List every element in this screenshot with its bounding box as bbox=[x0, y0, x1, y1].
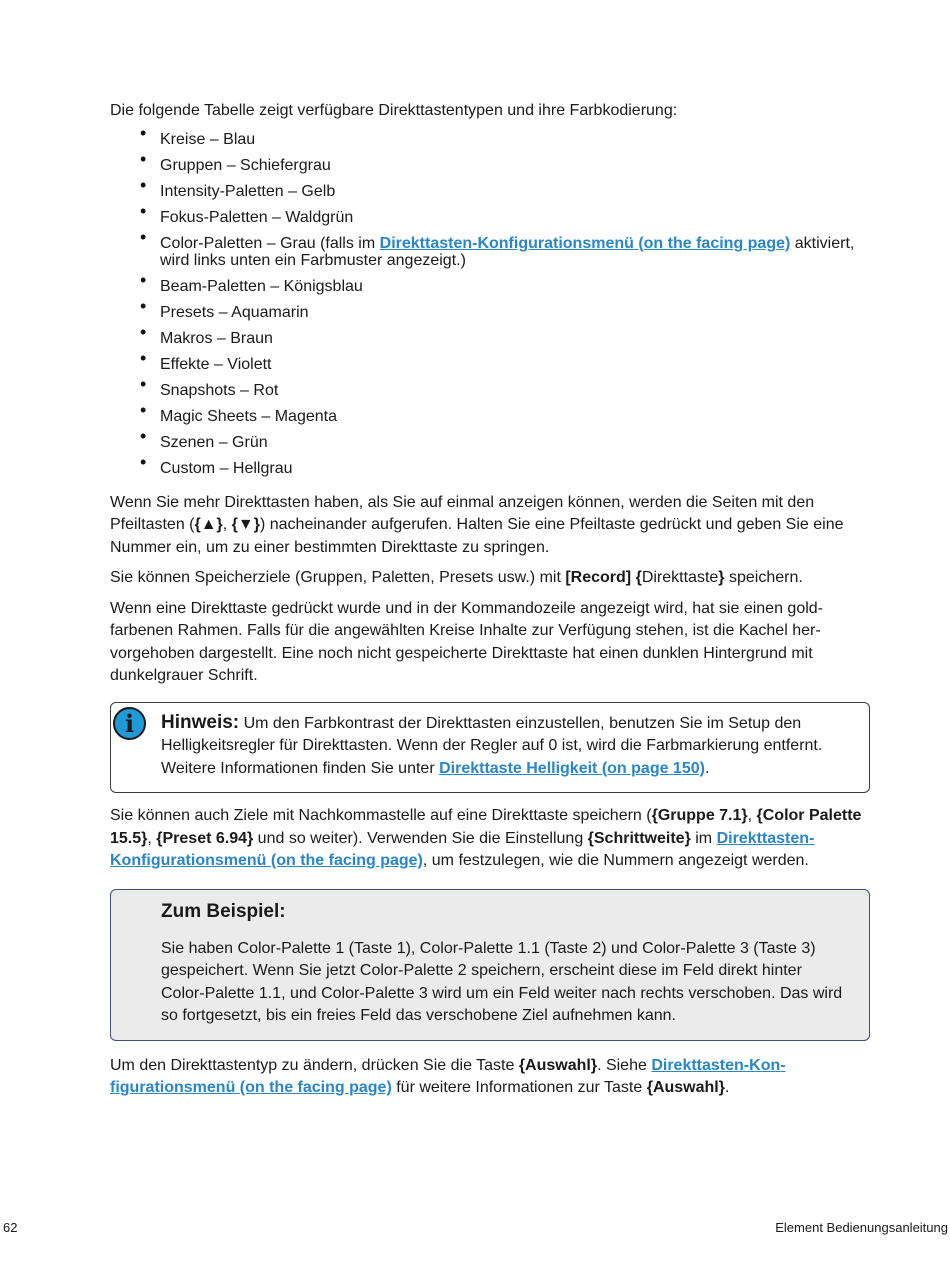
text: Direkttaste bbox=[641, 569, 719, 586]
text: Sie können auch Ziele mit Nachkommastelle auf eine Direkttaste speichern ( bbox=[110, 807, 652, 824]
example-title: Zum Beispiel: bbox=[161, 900, 286, 922]
text: Um den Direkttastentyp zu ändern, drücken Sie die Taste bbox=[110, 1056, 519, 1074]
link-config-menu[interactable]: Direkttasten-Konfigurationsmenü (on the facing page) bbox=[110, 829, 815, 869]
key-up: {▲} bbox=[194, 516, 223, 533]
list-item: • Custom – Hellgrau bbox=[160, 456, 870, 482]
text: Um den Farbkontrast der Direkttasten einzustellen, benutzen Sie im Setup den Helligkeitsregler für Direkttasten. Wenn der Regler auf 0 ist, wird die Farbmarkierung entfernt. Weitere Informationen finden Sie unter bbox=[161, 714, 823, 777]
info-icon: i bbox=[113, 707, 146, 740]
paragraph-frame: Wenn eine Direkttaste gedrückt wurde und in der Kommandozeile angezeigt wird, hat sie einen goldfarbenen Rahmen. Falls für die angewählten Kreise Inhalte zur Verfügung stehen, ist die Kachel hervorgehoben dargestellt. Eine noch nicht gespeicherte Direkttaste hat einen dunklen Hintergrund mit dunkelgrauer Schrift. bbox=[110, 599, 823, 684]
page-number: 62 bbox=[3, 1220, 18, 1235]
text: , um festzulegen, wie die Nummern angezeigt werden. bbox=[422, 852, 809, 869]
list-item: • Magic Sheets – Magenta bbox=[160, 404, 870, 430]
key-down: {▼} bbox=[231, 516, 260, 533]
list-item: • Szenen – Grün bbox=[160, 430, 870, 456]
list-item-color-palette bbox=[160, 231, 870, 274]
text: , bbox=[147, 829, 157, 847]
text: und so weiter). Verwenden Sie die Einstellung bbox=[253, 829, 588, 847]
key-step: {Schrittweite} bbox=[587, 829, 691, 847]
link-brightness[interactable]: Direkttaste Helligkeit (on page 150) bbox=[439, 759, 705, 777]
text: für weitere Informationen zur Taste bbox=[391, 1079, 647, 1096]
paragraph-decimal bbox=[110, 805, 870, 873]
list-item: • Snapshots – Rot bbox=[160, 378, 870, 404]
key-select: {Auswahl} bbox=[646, 1079, 725, 1096]
paragraph-select bbox=[110, 1055, 870, 1100]
text: speichern. bbox=[724, 569, 803, 586]
list-item: • Beam-Paletten – Königsblau bbox=[160, 274, 870, 300]
key-group: {Gruppe 7.1} bbox=[651, 807, 748, 824]
intro-text: Die folgende Tabelle zeigt verfügbare Direkttastentypen und ihre Farbkodierung: bbox=[110, 102, 678, 119]
note-title: Hinweis: bbox=[161, 711, 240, 733]
key-color-palette: {Color Palette 15.5} bbox=[110, 807, 862, 847]
color-item-post: aktiviert, wird links unten ein Farbmuster angezeigt.) bbox=[160, 234, 855, 269]
link-config-menu[interactable]: Direkttasten-Konfigurationsmenü (on the facing page) bbox=[379, 234, 791, 252]
text: . Siehe bbox=[597, 1056, 652, 1074]
brace: } bbox=[718, 569, 725, 586]
paragraph-record bbox=[110, 567, 870, 590]
list-item: • Intensity-Paletten – Gelb bbox=[160, 179, 870, 205]
list-item: • Makros – Braun bbox=[160, 326, 870, 352]
text: Sie können Speicherziele (Gruppen, Paletten, Presets usw.) mit bbox=[110, 569, 566, 586]
text: Wenn Sie mehr Direkttasten haben, als Sie auf einmal anzeigen können, werden die Seiten mit den Pfeiltasten ( bbox=[110, 493, 815, 533]
text: im bbox=[690, 829, 717, 847]
page-content bbox=[110, 100, 870, 1108]
key-record: [Record] bbox=[565, 569, 632, 586]
list-item: • Fokus-Paletten – Waldgrün bbox=[160, 205, 870, 231]
note-text bbox=[161, 712, 845, 781]
note-box bbox=[110, 702, 870, 794]
text: . bbox=[704, 759, 710, 777]
paragraph-page-keys bbox=[110, 492, 870, 560]
text: , bbox=[222, 516, 232, 533]
example-box bbox=[110, 889, 870, 1041]
manual-title: Element Bedienungsanleitung bbox=[775, 1220, 948, 1235]
key-preset: {Preset 6.94} bbox=[156, 829, 254, 847]
list-item: • Presets – Aquamarin bbox=[160, 300, 870, 326]
key-select: {Auswahl} bbox=[518, 1056, 598, 1074]
link-config-menu[interactable]: Direkttasten-Konfigurationsmenü (on the facing page) bbox=[110, 1056, 786, 1096]
list-item: • Effekte – Violett bbox=[160, 352, 870, 378]
text: ) nacheinander aufgerufen. Halten Sie eine Pfeiltaste gedrückt und geben Sie eine Nummer ein, um zu einer bestimmten Direkttaste zu springen. bbox=[110, 516, 844, 556]
example-text: Sie haben Color-Palette 1 (Taste 1), Color-Palette 1.1 (Taste 2) und Color-Palette 3 (Taste 3) gespeichert. Wenn Sie jetzt Color-Palette 2 speichern, erscheint diese im Feld direkt hinter Color-Palette 1.1, und Color-Palette 3 wird um ein Feld weiter nach rechts verschoben. Das wird so fortgesetzt, bis ein freies Feld das verschobene Ziel aufnehmen kann. bbox=[161, 939, 843, 1024]
brace: { bbox=[635, 569, 642, 586]
palette-color-list bbox=[110, 127, 870, 482]
color-item-pre: Color-Paletten – Grau (falls im bbox=[160, 234, 380, 252]
text: , bbox=[747, 807, 757, 824]
list-item: • Kreise – Blau bbox=[160, 127, 870, 153]
list-item: • Gruppen – Schiefergrau bbox=[160, 153, 870, 179]
text: . bbox=[724, 1079, 730, 1096]
